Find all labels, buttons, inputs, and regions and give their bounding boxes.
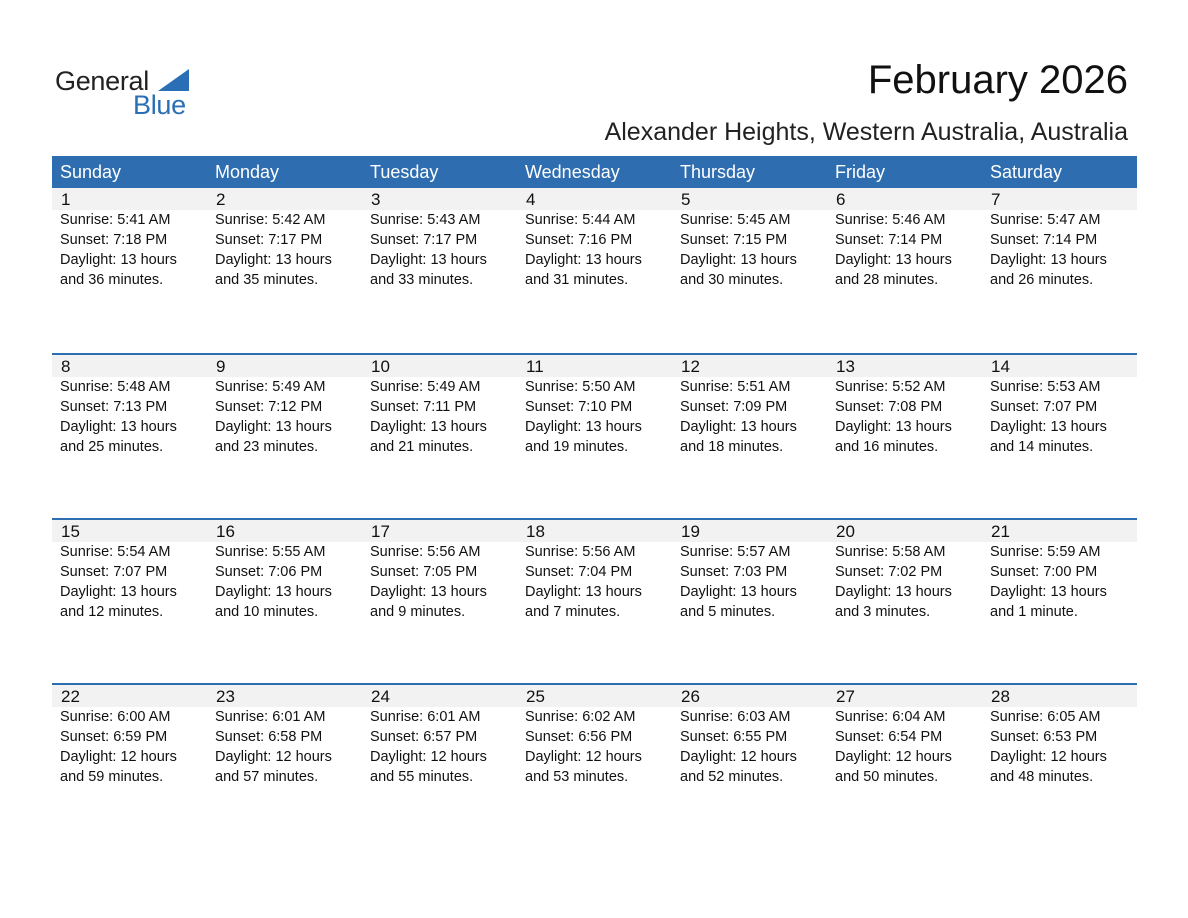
day-number: 6 xyxy=(836,190,846,209)
day-number: 21 xyxy=(991,522,1010,541)
day-cells xyxy=(52,542,1137,622)
daylight-text: Daylight: 13 hours xyxy=(990,584,1107,600)
daylight-text: and 59 minutes. xyxy=(60,769,164,785)
day-number: 23 xyxy=(216,687,235,706)
daylight-text: and 7 minutes. xyxy=(525,604,621,620)
day-cell xyxy=(672,707,827,787)
sunrise-text: Sunrise: 5:56 AM xyxy=(525,544,636,560)
week-row xyxy=(52,188,1137,353)
sunrise-text: Sunrise: 5:57 AM xyxy=(680,544,791,560)
day-cell xyxy=(982,707,1137,787)
daylight-text: Daylight: 13 hours xyxy=(370,584,487,600)
weekday-monday: Monday xyxy=(215,162,280,182)
weekday-sunday: Sunday xyxy=(60,162,122,182)
sunrise-text: Sunrise: 5:45 AM xyxy=(680,212,791,228)
day-cell xyxy=(52,377,207,457)
daylight-text: Daylight: 13 hours xyxy=(990,419,1107,435)
sunrise-text: Sunrise: 5:42 AM xyxy=(215,212,326,228)
daylight-text: Daylight: 13 hours xyxy=(215,252,332,268)
day-cell xyxy=(517,707,672,787)
date-bar xyxy=(52,188,1137,210)
sunset-text: Sunset: 7:02 PM xyxy=(835,564,943,580)
daylight-text: and 33 minutes. xyxy=(370,272,474,288)
sunset-text: Sunset: 7:18 PM xyxy=(60,232,168,248)
daylight-text: Daylight: 12 hours xyxy=(835,749,952,765)
sunrise-text: Sunrise: 6:00 AM xyxy=(60,709,171,725)
weekday-saturday: Saturday xyxy=(990,162,1063,182)
sunrise-text: Sunrise: 5:58 AM xyxy=(835,544,946,560)
weekday-thursday: Thursday xyxy=(680,162,756,182)
sunset-text: Sunset: 7:14 PM xyxy=(835,232,943,248)
daylight-text: Daylight: 13 hours xyxy=(680,584,797,600)
daylight-text: and 14 minutes. xyxy=(990,439,1094,455)
weekday-friday: Friday xyxy=(835,162,886,182)
daylight-text: Daylight: 12 hours xyxy=(60,749,177,765)
daylight-text: Daylight: 12 hours xyxy=(525,749,642,765)
daylight-text: and 9 minutes. xyxy=(370,604,466,620)
sunset-text: Sunset: 7:17 PM xyxy=(215,232,323,248)
day-cell xyxy=(207,542,362,622)
day-number: 22 xyxy=(61,687,80,706)
sunset-text: Sunset: 7:13 PM xyxy=(60,399,168,415)
day-cell xyxy=(207,707,362,787)
day-cell xyxy=(52,542,207,622)
daylight-text: and 52 minutes. xyxy=(680,769,784,785)
sunset-text: Sunset: 7:06 PM xyxy=(215,564,323,580)
logo-text-general: General xyxy=(55,66,149,96)
sunset-text: Sunset: 7:12 PM xyxy=(215,399,323,415)
day-number: 26 xyxy=(681,687,700,706)
day-number: 18 xyxy=(526,522,545,541)
sunset-text: Sunset: 7:00 PM xyxy=(990,564,1098,580)
day-cell xyxy=(982,210,1137,290)
day-cell xyxy=(982,377,1137,457)
sunrise-text: Sunrise: 5:49 AM xyxy=(370,379,481,395)
daylight-text: Daylight: 12 hours xyxy=(680,749,797,765)
day-number: 17 xyxy=(371,522,390,541)
sunrise-text: Sunrise: 6:01 AM xyxy=(370,709,481,725)
day-cell xyxy=(827,542,982,622)
daylight-text: and 26 minutes. xyxy=(990,272,1094,288)
day-number: 13 xyxy=(836,357,855,376)
day-cell xyxy=(362,542,517,622)
day-number: 14 xyxy=(991,357,1010,376)
day-number: 11 xyxy=(526,357,544,376)
sunset-text: Sunset: 7:03 PM xyxy=(680,564,788,580)
day-cell xyxy=(362,707,517,787)
logo-triangle-icon xyxy=(158,69,189,91)
daylight-text: Daylight: 13 hours xyxy=(215,584,332,600)
sunrise-text: Sunrise: 5:53 AM xyxy=(990,379,1101,395)
sunrise-text: Sunrise: 5:59 AM xyxy=(990,544,1101,560)
daylight-text: and 3 minutes. xyxy=(835,604,931,620)
sunrise-text: Sunrise: 5:52 AM xyxy=(835,379,946,395)
logo xyxy=(55,66,195,120)
sunset-text: Sunset: 7:05 PM xyxy=(370,564,478,580)
weekday-tuesday: Tuesday xyxy=(370,162,439,182)
date-bar xyxy=(52,520,1137,542)
sunrise-text: Sunrise: 5:44 AM xyxy=(525,212,636,228)
daylight-text: Daylight: 13 hours xyxy=(525,419,642,435)
day-number: 3 xyxy=(371,190,381,209)
daylight-text: and 1 minute. xyxy=(990,604,1078,620)
daylight-text: Daylight: 13 hours xyxy=(215,419,332,435)
sunset-text: Sunset: 6:54 PM xyxy=(835,729,943,745)
daylight-text: Daylight: 13 hours xyxy=(990,252,1107,268)
daylight-text: and 19 minutes. xyxy=(525,439,629,455)
daylight-text: and 35 minutes. xyxy=(215,272,319,288)
sunset-text: Sunset: 6:59 PM xyxy=(60,729,168,745)
daylight-text: Daylight: 13 hours xyxy=(525,584,642,600)
logo-text-blue: Blue xyxy=(133,90,186,120)
day-number: 20 xyxy=(836,522,855,541)
day-cell xyxy=(362,377,517,457)
day-number: 7 xyxy=(991,190,1001,209)
day-number: 27 xyxy=(836,687,855,706)
sunrise-text: Sunrise: 6:05 AM xyxy=(990,709,1101,725)
daylight-text: and 48 minutes. xyxy=(990,769,1094,785)
sunset-text: Sunset: 6:57 PM xyxy=(370,729,478,745)
day-number: 10 xyxy=(371,357,390,376)
day-cell xyxy=(207,210,362,290)
sunrise-text: Sunrise: 5:46 AM xyxy=(835,212,946,228)
day-cell xyxy=(362,210,517,290)
week-row xyxy=(52,683,1137,848)
daylight-text: and 31 minutes. xyxy=(525,272,629,288)
day-number: 2 xyxy=(216,190,226,209)
sunrise-text: Sunrise: 5:43 AM xyxy=(370,212,481,228)
day-cell xyxy=(517,377,672,457)
daylight-text: and 30 minutes. xyxy=(680,272,784,288)
day-cell xyxy=(52,210,207,290)
day-number: 5 xyxy=(681,190,691,209)
location-subtitle: Alexander Heights, Western Australia, Australia xyxy=(604,118,1128,146)
sunrise-text: Sunrise: 5:41 AM xyxy=(60,212,171,228)
daylight-text: Daylight: 13 hours xyxy=(370,419,487,435)
daylight-text: and 36 minutes. xyxy=(60,272,164,288)
date-bar xyxy=(52,685,1137,707)
daylight-text: and 5 minutes. xyxy=(680,604,776,620)
sunrise-text: Sunrise: 5:49 AM xyxy=(215,379,326,395)
daylight-text: Daylight: 12 hours xyxy=(215,749,332,765)
daylight-text: Daylight: 13 hours xyxy=(525,252,642,268)
day-number: 24 xyxy=(371,687,390,706)
day-cells xyxy=(52,210,1137,290)
daylight-text: Daylight: 13 hours xyxy=(370,252,487,268)
sunset-text: Sunset: 7:07 PM xyxy=(60,564,168,580)
date-bar xyxy=(52,355,1137,377)
day-number: 8 xyxy=(61,357,71,376)
sunrise-text: Sunrise: 6:04 AM xyxy=(835,709,946,725)
sunset-text: Sunset: 7:07 PM xyxy=(990,399,1098,415)
daylight-text: and 16 minutes. xyxy=(835,439,939,455)
day-cell xyxy=(672,542,827,622)
sunset-text: Sunset: 7:16 PM xyxy=(525,232,633,248)
daylight-text: and 12 minutes. xyxy=(60,604,164,620)
sunset-text: Sunset: 7:09 PM xyxy=(680,399,788,415)
sunrise-text: Sunrise: 6:03 AM xyxy=(680,709,791,725)
sunset-text: Sunset: 6:53 PM xyxy=(990,729,1098,745)
day-number: 19 xyxy=(681,522,700,541)
sunset-text: Sunset: 7:17 PM xyxy=(370,232,478,248)
sunrise-text: Sunrise: 5:50 AM xyxy=(525,379,636,395)
sunset-text: Sunset: 7:11 PM xyxy=(370,399,477,415)
sunrise-text: Sunrise: 5:51 AM xyxy=(680,379,791,395)
sunset-text: Sunset: 7:04 PM xyxy=(525,564,633,580)
daylight-text: and 53 minutes. xyxy=(525,769,629,785)
sunset-text: Sunset: 6:56 PM xyxy=(525,729,633,745)
daylight-text: and 10 minutes. xyxy=(215,604,319,620)
sunrise-text: Sunrise: 5:48 AM xyxy=(60,379,171,395)
day-cell xyxy=(827,377,982,457)
page-title: February 2026 xyxy=(867,58,1128,102)
day-cells xyxy=(52,377,1137,457)
day-cell xyxy=(672,377,827,457)
day-number: 25 xyxy=(526,687,545,706)
daylight-text: Daylight: 12 hours xyxy=(370,749,487,765)
day-cell xyxy=(517,210,672,290)
sunrise-text: Sunrise: 5:55 AM xyxy=(215,544,326,560)
day-number: 16 xyxy=(216,522,235,541)
sunrise-text: Sunrise: 6:02 AM xyxy=(525,709,636,725)
daylight-text: and 57 minutes. xyxy=(215,769,319,785)
daylight-text: and 21 minutes. xyxy=(370,439,474,455)
day-number: 28 xyxy=(991,687,1010,706)
day-number: 4 xyxy=(526,190,536,209)
day-cell xyxy=(827,707,982,787)
sunset-text: Sunset: 6:58 PM xyxy=(215,729,323,745)
daylight-text: Daylight: 13 hours xyxy=(835,252,952,268)
sunset-text: Sunset: 7:10 PM xyxy=(525,399,633,415)
calendar xyxy=(52,156,1137,848)
daylight-text: Daylight: 13 hours xyxy=(680,419,797,435)
sunrise-text: Sunrise: 5:56 AM xyxy=(370,544,481,560)
daylight-text: Daylight: 13 hours xyxy=(835,584,952,600)
day-number: 1 xyxy=(61,190,71,209)
sunset-text: Sunset: 6:55 PM xyxy=(680,729,788,745)
daylight-text: and 23 minutes. xyxy=(215,439,319,455)
day-cell xyxy=(827,210,982,290)
daylight-text: Daylight: 13 hours xyxy=(60,419,177,435)
daylight-text: and 50 minutes. xyxy=(835,769,939,785)
sunrise-text: Sunrise: 6:01 AM xyxy=(215,709,326,725)
day-cells xyxy=(52,707,1137,787)
daylight-text: and 18 minutes. xyxy=(680,439,784,455)
daylight-text: Daylight: 13 hours xyxy=(680,252,797,268)
daylight-text: and 55 minutes. xyxy=(370,769,474,785)
daylight-text: and 25 minutes. xyxy=(60,439,164,455)
daylight-text: Daylight: 13 hours xyxy=(835,419,952,435)
weekday-header xyxy=(52,156,1137,188)
sunset-text: Sunset: 7:14 PM xyxy=(990,232,1098,248)
daylight-text: and 28 minutes. xyxy=(835,272,939,288)
day-number: 9 xyxy=(216,357,226,376)
sunset-text: Sunset: 7:08 PM xyxy=(835,399,943,415)
day-cell xyxy=(982,542,1137,622)
day-cell xyxy=(517,542,672,622)
sunset-text: Sunset: 7:15 PM xyxy=(680,232,788,248)
daylight-text: Daylight: 12 hours xyxy=(990,749,1107,765)
day-number: 15 xyxy=(61,522,80,541)
week-row xyxy=(52,353,1137,518)
daylight-text: Daylight: 13 hours xyxy=(60,252,177,268)
day-cell xyxy=(52,707,207,787)
weekday-wednesday: Wednesday xyxy=(525,162,620,182)
day-cell xyxy=(672,210,827,290)
sunrise-text: Sunrise: 5:47 AM xyxy=(990,212,1101,228)
sunrise-text: Sunrise: 5:54 AM xyxy=(60,544,171,560)
daylight-text: Daylight: 13 hours xyxy=(60,584,177,600)
day-number: 12 xyxy=(681,357,700,376)
day-cell xyxy=(207,377,362,457)
week-row xyxy=(52,518,1137,683)
